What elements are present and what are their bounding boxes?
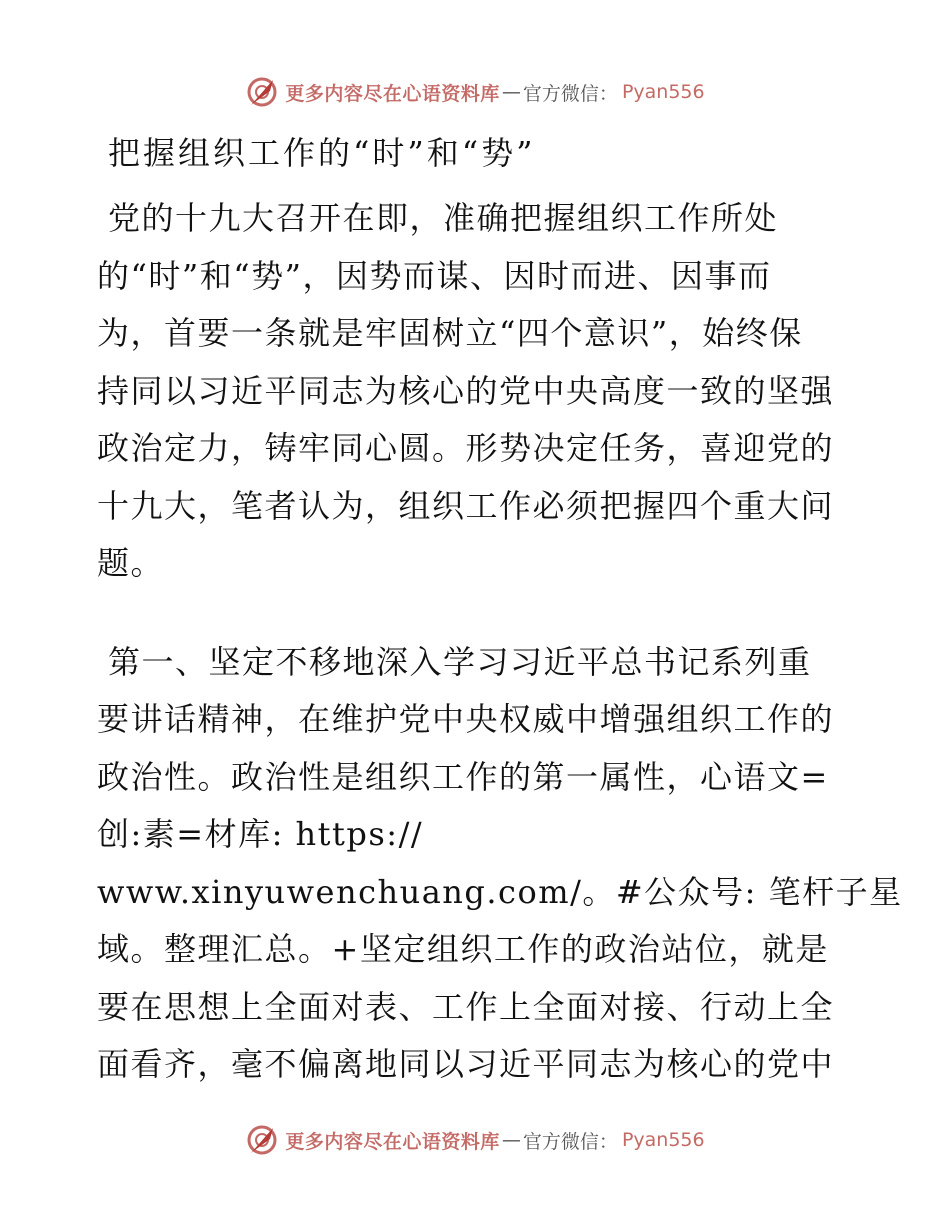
banner-separator: — <box>501 1129 521 1151</box>
paragraph-line: 十九大，笔者认为，组织工作必须把握四个重大问 <box>97 486 835 525</box>
paragraph-line: 持同以习近平同志为核心的党中央高度一致的坚强 <box>97 371 835 410</box>
quill-circle-logo-icon <box>245 75 279 109</box>
document-title: 把握组织工作的“时”和“势” <box>108 134 536 172</box>
banner-separator: — <box>501 81 521 103</box>
banner-brand-text: 更多内容尽在心语资料库 <box>285 82 500 105</box>
header-banner <box>0 72 950 112</box>
banner-brand-text: 更多内容尽在心语资料库 <box>285 1130 500 1153</box>
paragraph-line: 政治定力，铸牢同心圆。形势决定任务，喜迎党的 <box>97 429 835 467</box>
paragraph-line: 要讲话精神，在维护党中央权威中增强组织工作的 <box>97 700 835 738</box>
quill-circle-logo-icon <box>245 1123 279 1157</box>
paragraph-line: 创:素=材库: https:// <box>97 815 424 853</box>
paragraph-line: 党的十九大召开在即，准确把握组织工作所处 <box>108 199 779 237</box>
footer-banner <box>0 1120 950 1160</box>
paragraph-line: 政治性。政治性是组织工作的第一属性，心语文= <box>97 757 829 796</box>
banner-wechat-label: 官方微信： <box>522 82 618 105</box>
paragraph-line: 第一、坚定不移地深入学习习近平总书记系列重 <box>108 642 812 681</box>
paragraph-spacer <box>97 593 857 634</box>
banner-wechat-id: Pyan556 <box>621 81 705 103</box>
document-body <box>97 190 903 1094</box>
banner-wechat-id: Pyan556 <box>621 1129 705 1151</box>
paragraph-line: 要在思想上全面对表、工作上全面对接、行动上全 <box>97 987 835 1026</box>
paragraph-line: 题。 <box>97 544 165 582</box>
paragraph-line: 为，首要一条就是牢固树立“四个意识”，始终保 <box>97 314 803 352</box>
paragraph-line: 的“时”和“势”，因势而谋、因时而进、因事而 <box>97 256 772 295</box>
banner-wechat-label: 官方微信： <box>522 1130 618 1153</box>
paragraph-line: 域。整理汇总。+坚定组织工作的政治站位，就是 <box>97 930 829 968</box>
paragraph-line: 面看齐，毫不偏离地同以习近平同志为核心的党中 <box>97 1045 835 1083</box>
paragraph-line: www.xinyuwenchuang.com/。#公众号: 笔杆子星 <box>97 872 903 911</box>
